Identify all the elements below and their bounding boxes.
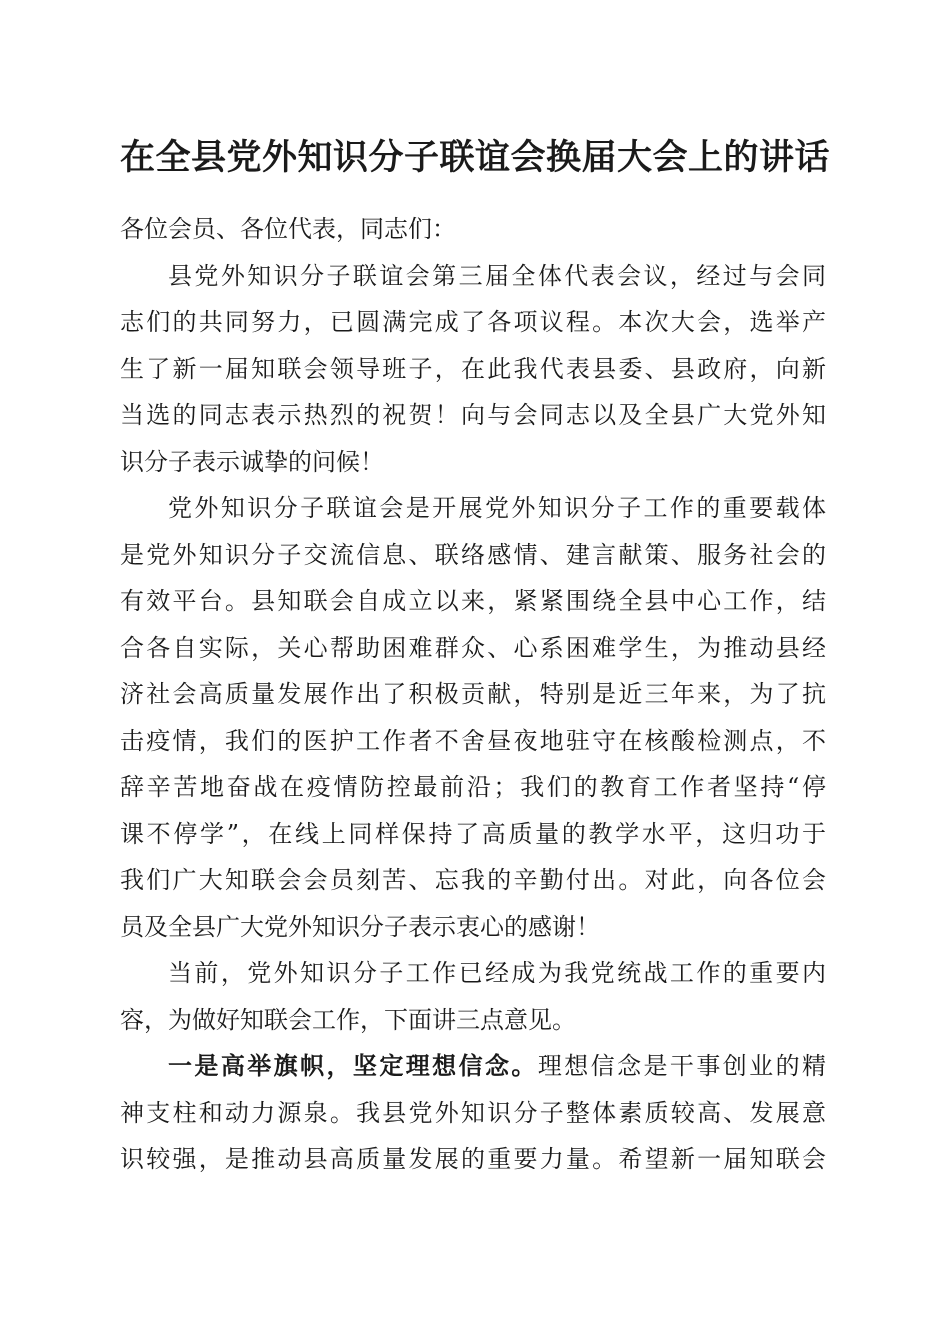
text-line: 济社会高质量发展作出了积极贡献，特别是近三年来，为了抗 bbox=[120, 680, 826, 708]
salutation: 各位会员、各位代表，同志们： bbox=[120, 215, 456, 243]
text-line: 当前，党外知识分子工作已经成为我党统战工作的重要内 bbox=[168, 959, 826, 987]
text-line: 员及全县广大党外知识分子表示衷心的感谢！ bbox=[120, 912, 600, 941]
text-line: 我们广大知联会会员刻苦、忘我的辛勤付出。对此，向各位会 bbox=[120, 866, 826, 894]
paragraph-3 bbox=[120, 950, 826, 1043]
paragraph-4 bbox=[120, 1043, 826, 1183]
text-line: 有效平台。县知联会自成立以来，紧紧围绕全县中心工作，结 bbox=[120, 587, 826, 615]
text-line: 志们的共同努力，已圆满完成了各项议程。本次大会，选举产 bbox=[120, 308, 826, 336]
text-line: 辞辛苦地奋战在疫情防控最前沿；我们的教育工作者坚持“停 bbox=[120, 773, 826, 801]
text-line: 击疫情，我们的医护工作者不舍昼夜地驻守在核酸检测点，不 bbox=[120, 726, 826, 755]
document-body bbox=[120, 206, 826, 1183]
page-title: 在全县党外知识分子联谊会换届大会上的讲话 bbox=[119, 137, 830, 178]
text-line: 是党外知识分子交流信息、联络感情、建言献策、服务社会的 bbox=[120, 540, 826, 569]
text-line: 识分子表示诚挚的问候！ bbox=[120, 447, 384, 476]
text-line: 生了新一届知联会领导班子，在此我代表县委、县政府，向新 bbox=[120, 354, 826, 383]
text-line: 课不停学”，在线上同样保持了高质量的教学水平，这归功于 bbox=[120, 819, 826, 848]
text-line: 党外知识分子联谊会是开展党外知识分子工作的重要载体 bbox=[168, 494, 826, 522]
text-run: 理想信念是干事创业的精 bbox=[537, 1052, 826, 1080]
text-line bbox=[120, 1043, 826, 1090]
paragraph-2 bbox=[120, 485, 826, 950]
text-line: 容，为做好知联会工作，下面讲三点意见。 bbox=[120, 1005, 576, 1034]
text-line: 当选的同志表示热烈的祝贺！向与会同志以及全县广大党外知 bbox=[120, 401, 826, 429]
text-line: 识较强，是推动县高质量发展的重要力量。希望新一届知联会 bbox=[120, 1145, 826, 1173]
text-line: 神支柱和动力源泉。我县党外知识分子整体素质较高、发展意 bbox=[120, 1098, 826, 1127]
paragraph-1 bbox=[120, 253, 826, 486]
text-line: 县党外知识分子联谊会第三届全体代表会议，经过与会同 bbox=[168, 261, 826, 290]
text-line: 合各自实际，关心帮助困难群众、心系困难学生，为推动县经 bbox=[120, 633, 826, 662]
point-heading: 一是高举旗帜，坚定理想信念。 bbox=[168, 1051, 538, 1080]
